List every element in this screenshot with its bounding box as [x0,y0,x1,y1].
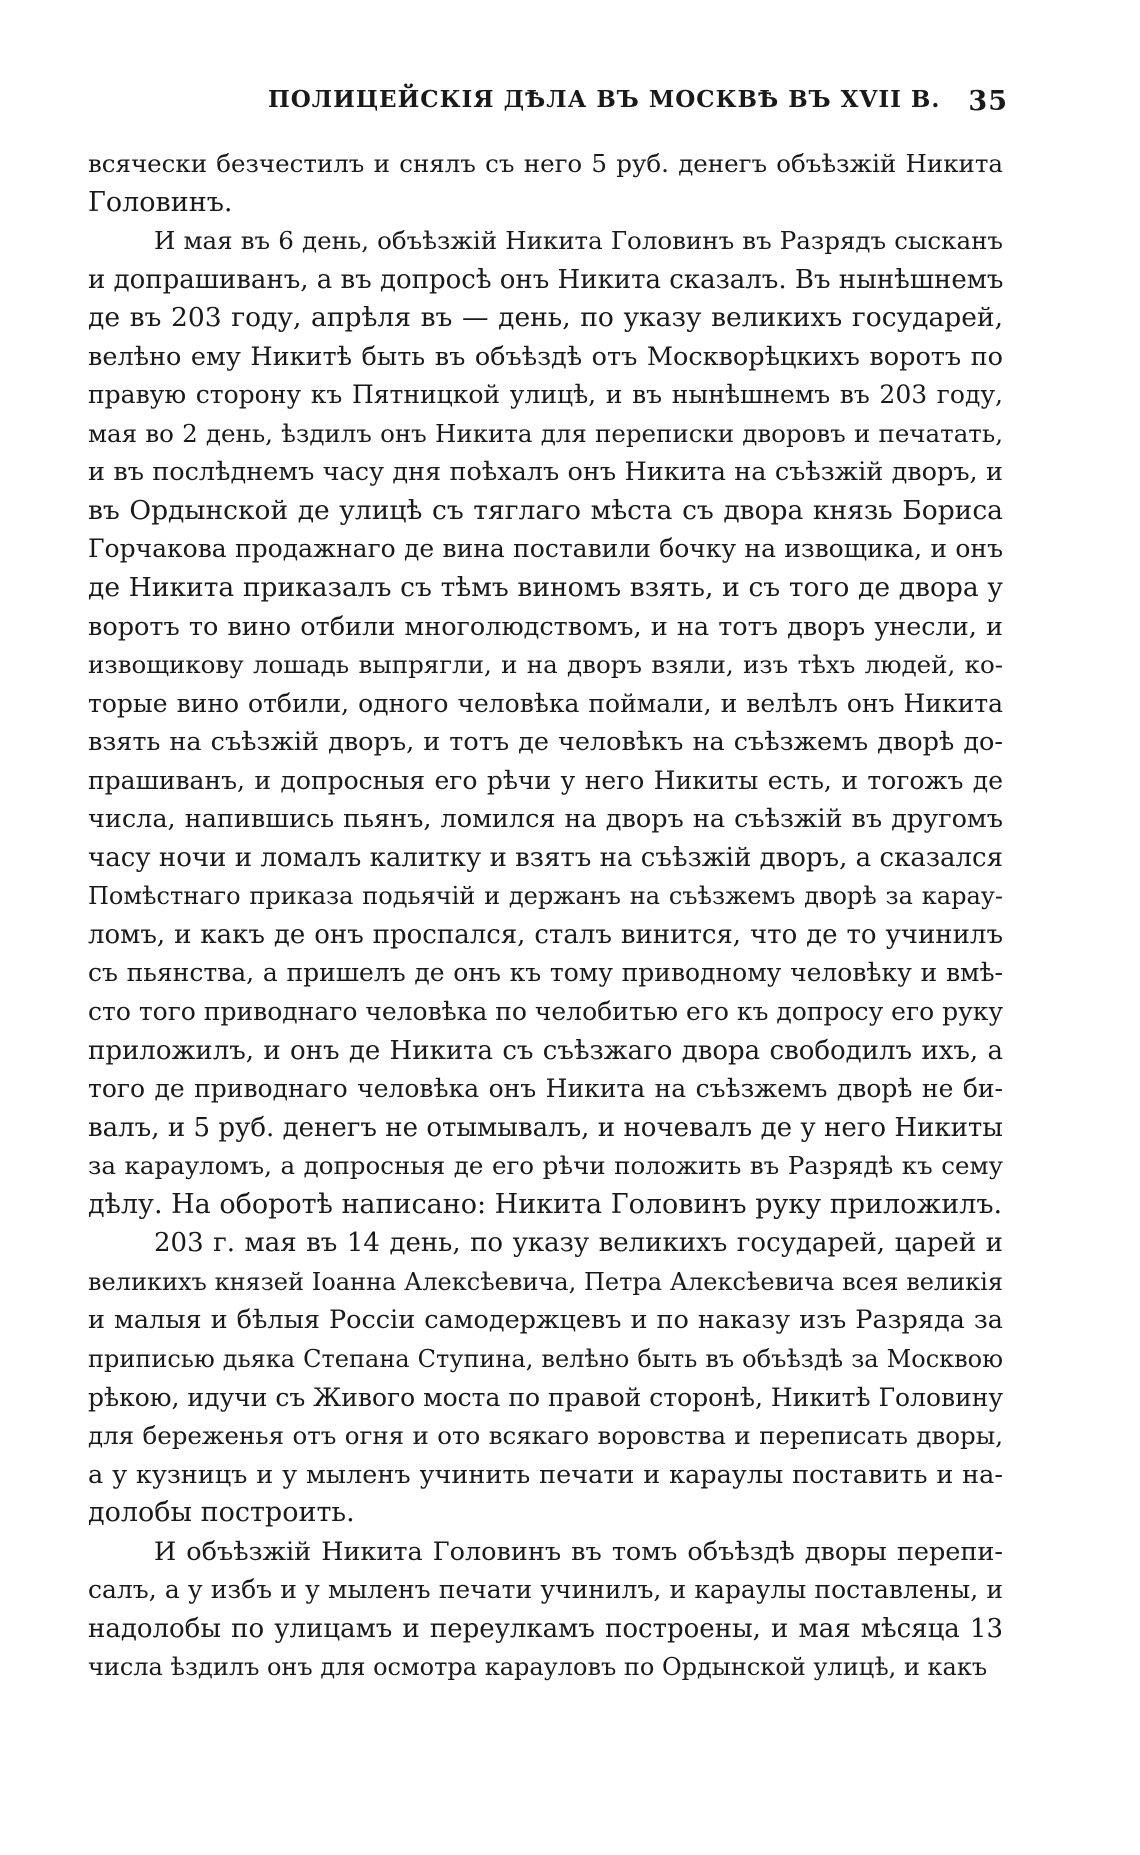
page-number: 35 [968,86,1008,117]
text-line: 203 г. мая въ 14 день, по указу великихъ государей, царей и [154,1228,1003,1259]
text-line: прашиванъ, и допросныя его рѣчи у него Никиты есть, и тогожъ де [88,765,1003,795]
text-line: числа, напившись пьянъ, ломился на дворъ на съѣзжій въ другомъ [88,804,1003,835]
text-line: надолобы по улицамъ и переулкамъ построены, и мая мѣсяца 13 [88,1613,1003,1644]
text-line: Помѣстнаго приказа подьячій и держанъ на съѣзжемъ дворѣ за карау- [88,882,1003,911]
running-header [268,86,1008,126]
text-line: съ пьянства, а пришелъ де онъ къ тому приводному человѣку и вмѣ- [88,958,1003,988]
body-text [88,145,1003,1687]
text-line: въ Ордынской де улицѣ съ тяглаго мѣста съ двора князь Бориса [88,494,1003,526]
text-line: числа ѣздилъ онъ для осмотра карауловъ по Ордынской улицѣ, и какъ [88,1653,988,1682]
text-line: для береженья отъ огня и ото всякаго воровства и переписать дворы, [88,1421,1003,1451]
text-line: Головинъ. [88,186,233,218]
text-line: салъ, а у избъ и у мыленъ печати учинилъ, и караулы поставлены, и [88,1575,1003,1605]
text-line: за карауломъ, а допросныя де его рѣчи положить въ Разрядѣ къ сему [88,1151,1003,1181]
text-line: а у кузницъ и у мыленъ учинить печати и караулы поставить и на- [88,1459,1003,1490]
text-line: взять на съѣзжій дворъ, и тотъ де человѣкъ на съѣзжемъ дворѣ до- [88,727,1003,758]
text-line: приписью дьяка Степана Ступина, велѣно быть въ объѣздѣ за Москвою [88,1344,1003,1373]
text-line: велѣно ему Никитѣ быть въ объѣздѣ отъ Москворѣцкихъ воротъ по [88,341,1003,372]
text-line: правую сторону къ Пятницкой улицѣ, и въ нынѣшнемъ въ 203 году, [88,380,1003,410]
text-line: дѣлу. На оборотѣ написано: Никита Головинъ руку приложилъ. [88,1188,1003,1220]
text-line: мая во 2 день, ѣздилъ онъ Никита для переписки дворовъ и печатать, [88,418,1003,448]
text-line: извощикову лошадь выпрягли, и на дворъ взяли, изъ тѣхъ людей, ко- [88,650,1003,680]
text-line: торые вино отбили, одного человѣка поймали, и велѣлъ онъ Никита [88,688,1003,718]
text-line: всячески безчестилъ и снялъ съ него 5 руб. денегъ объѣзжій Никита [88,149,1003,178]
text-line: рѣкою, идучи съ Живого моста по правой сторонѣ, Никитѣ Головину [88,1382,1004,1412]
text-line: сто того приводнаго человѣка по челобитью его къ допросу его руку [88,997,1004,1027]
text-line: И объѣзжій Никита Головинъ въ томъ объѣздѣ дворы перепи- [154,1536,1003,1567]
text-line: де въ 203 году, апрѣля въ — день, по указу великихъ государей, [88,302,1003,334]
text-line: де Никита приказалъ съ тѣмъ виномъ взять, и съ того де двора у [88,572,1003,604]
text-line: и въ послѣднемъ часу дня поѣхалъ онъ Никита на съѣзжій дворъ, и [88,457,1003,488]
text-line: великихъ князей Іоанна Алексѣевича, Петра Алексѣевича всея великія [88,1267,1003,1296]
text-line: долобы построить. [88,1497,355,1529]
text-line: валъ, и 5 руб. денегъ не отымывалъ, и ночевалъ де у него Никиты [88,1112,1003,1143]
text-line: и допрашиванъ, а въ допросѣ онъ Никита сказалъ. Въ нынѣшнемъ [88,264,1004,295]
text-line: Горчакова продажнаго де вина поставили бочку на извощика, и онъ [88,534,1003,564]
text-line: того де приводнаго человѣка онъ Никита на съѣзжемъ дворѣ не би- [88,1074,1003,1104]
text-line: ломъ, и какъ де онъ проспался, сталъ винится, что де то учинилъ [88,919,1003,950]
text-line: воротъ то вино отбили многолюдствомъ, и на тотъ дворъ унесли, и [88,611,1003,642]
running-title: ПОЛИЦЕЙСКІЯ ДѢЛА ВЪ МОСКВѢ ВЪ XVII В. [268,86,941,113]
text-line: часу ночи и ломалъ калитку и взятъ на съѣзжій дворъ, а сказался [88,842,1003,873]
text-line: приложилъ, и онъ де Никита съ съѣзжаго двора свободилъ ихъ, а [88,1035,1003,1066]
text-line: и малыя и бѣлыя Россіи самодержцевъ и по наказу изъ Разряда за [88,1305,1003,1336]
text-line: И мая въ 6 день, объѣзжій Никита Головинъ въ Разрядъ сысканъ [154,226,1003,256]
